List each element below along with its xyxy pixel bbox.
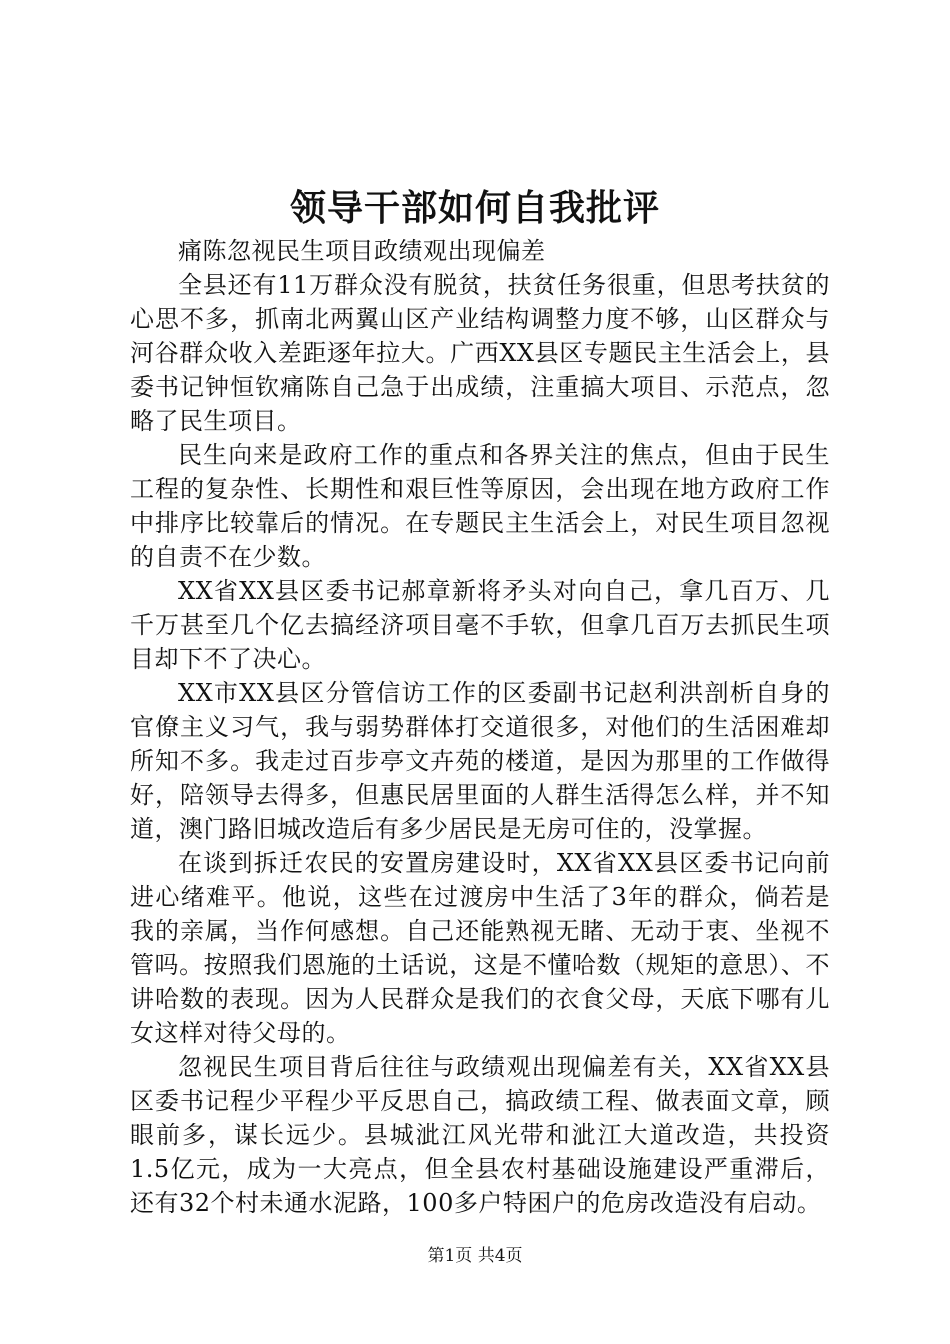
paragraph: 全县还有11万群众没有脱贫，扶贫任务很重，但思考扶贫的心思不多，抓南北两翼山区产业结构调整力度不够，山区群众与河谷群众收入差距逐年拉大。广西XX县区专题民主生活会上，县委书记钟恒钦痛陈自己急于出成绩，注重搞大项目、示范点，忽略了民生项目。 — [130, 271, 830, 435]
paragraph: 民生向来是政府工作的重点和各界关注的焦点，但由于民生工程的复杂性、长期性和艰巨性等原因，会出现在地方政府工作中排序比较靠后的情况。在专题民主生活会上，对民生项目忽视的自责不在少数。 — [130, 441, 830, 571]
paragraph-subtitle: 痛陈忽视民生项目政绩观出现偏差 — [178, 237, 546, 265]
paragraph: XX省XX县区委书记郝章新将矛头对向自己，拿几百万、几千万甚至几个亿去搞经济项目毫不手软，但拿几百万去抓民生项目却下不了决心。 — [130, 577, 830, 673]
document-title: 领导干部如何自我批评 — [289, 187, 660, 229]
paragraph: 忽视民生项目背后往往与政绩观出现偏差有关，XX省XX县区委书记程少平程少平反思自己，搞政绩工程、做表面文章，顾眼前多，谋长远少。县城泚江风光带和泚江大道改造，共投资1.5亿元，成为一大亮点，但全县农村基础设施建设严重滞后，还有32个村未通水泥路，100多户特困户的危房改造没有启动。 — [130, 1053, 830, 1217]
document-body — [130, 234, 830, 1220]
page-number-footer: 第1页 共4页 — [427, 1246, 523, 1266]
paragraph: XX市XX县区分管信访工作的区委副书记赵利洪剖析自身的官僚主义习气，我与弱势群体打交道很多，对他们的生活困难却所知不多。我走过百步亭文卉苑的楼道，是因为那里的工作做得好，陪领导去得多，但惠民居里面的人群生活得怎么样，并不知道，澳门路旧城改造后有多少居民是无房可住的，没掌握。 — [130, 679, 830, 843]
paragraph: 在谈到拆迁农民的安置房建设时，XX省XX县区委书记向前进心绪难平。他说，这些在过渡房中生活了3年的群众，倘若是我的亲属，当作何感想。自己还能熟视无睹、无动于衷、坐视不管吗。按照我们恩施的土话说，这是不懂哈数（规矩的意思）、不讲哈数的表现。因为人民群众是我们的衣食父母，天底下哪有儿女这样对待父母的。 — [130, 849, 830, 1047]
